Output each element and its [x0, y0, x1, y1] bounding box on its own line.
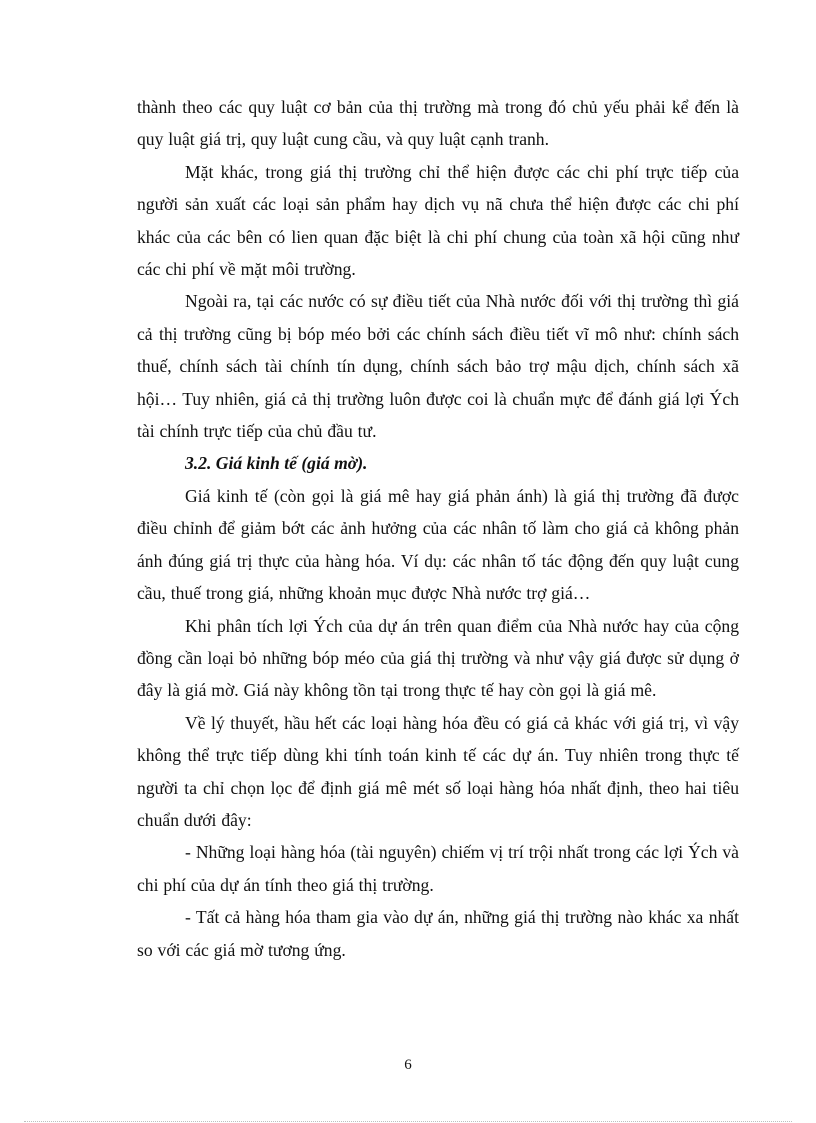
page-number: 6 — [404, 1057, 412, 1073]
paragraph-benefit-analysis: Khi phân tích lợi Ých của dự án trên quan điểm của Nhà nước hay của cộng đồng cần loại bỏ những bóp méo của giá thị trường và như vậy giá được sử dụng ở đây là giá mờ. Giá này không tồn tại trong thực tế hay còn gọi là giá mê. — [137, 615, 739, 701]
document-body — [137, 91, 739, 966]
paragraph-continuation: thành theo các quy luật cơ bản của thị trường mà trong đó chủ yếu phải kể đến là quy luật giá trị, quy luật cung cầu, và quy luật cạnh tranh. — [137, 97, 739, 150]
paragraph-market-costs: Mặt khác, trong giá thị trường chỉ thể hiện được các chi phí trực tiếp của người sản xuất các loại sản phẩm hay dịch vụ nã chưa thể hiện được các chi phí khác của các bên có lien quan đặc biệt là chi phí chung của toàn xã hội cũng như các chi phí về mặt môi trường. — [137, 161, 739, 280]
paragraph-state-regulation: Ngoài ra, tại các nước có sự điều tiết của Nhà nước đối với thị trường thì giá cả thị trường cũng bị bóp méo bởi các chính sách điều tiết vĩ mô như: chính sách thuế, chính sách tài chính tín dụng, chính sách bảo trợ mậu dịch, chính sách xã hội… Tuy nhiên, giá cả thị trường luôn được coi là chuẩn mực để đánh giá lợi Ých tài chính trực tiếp của chủ đầu tư. — [137, 291, 739, 442]
paragraph-economic-price: Giá kinh tế (còn gọi là giá mê hay giá phản ánh) là giá thị trường đã được điều chỉnh để giảm bớt các ảnh hưởng của các nhân tố làm cho giá cả không phản ánh đúng giá trị thực của hàng hóa. Ví dụ: các nhân tố tác động đến quy luật cung cầu, thuế trong giá, những khoản mục được Nhà nước trợ giá… — [137, 485, 739, 604]
criterion-item-2: - Tất cả hàng hóa tham gia vào dự án, những giá thị trường nào khác xa nhất so với các giá mờ tương ứng. — [137, 907, 739, 960]
page-break-divider — [24, 1121, 792, 1122]
criterion-item-1: - Những loại hàng hóa (tài nguyên) chiếm vị trí trội nhất trong các lợi Ých và chi phí của dự án tính theo giá thị trường. — [137, 842, 739, 895]
paragraph-theory: Về lý thuyết, hầu hết các loại hàng hóa đều có giá cả khác với giá trị, vì vậy không thể trực tiếp dùng khi tính toán kinh tế các dự án. Tuy nhiên trong thực tế người ta chỉ chọn lọc để định giá mê mét số loại hàng hóa nhất định, theo hai tiêu chuẩn dưới đây: — [137, 712, 739, 830]
section-heading: 3.2. Giá kinh tế (giá mờ). — [185, 453, 368, 474]
